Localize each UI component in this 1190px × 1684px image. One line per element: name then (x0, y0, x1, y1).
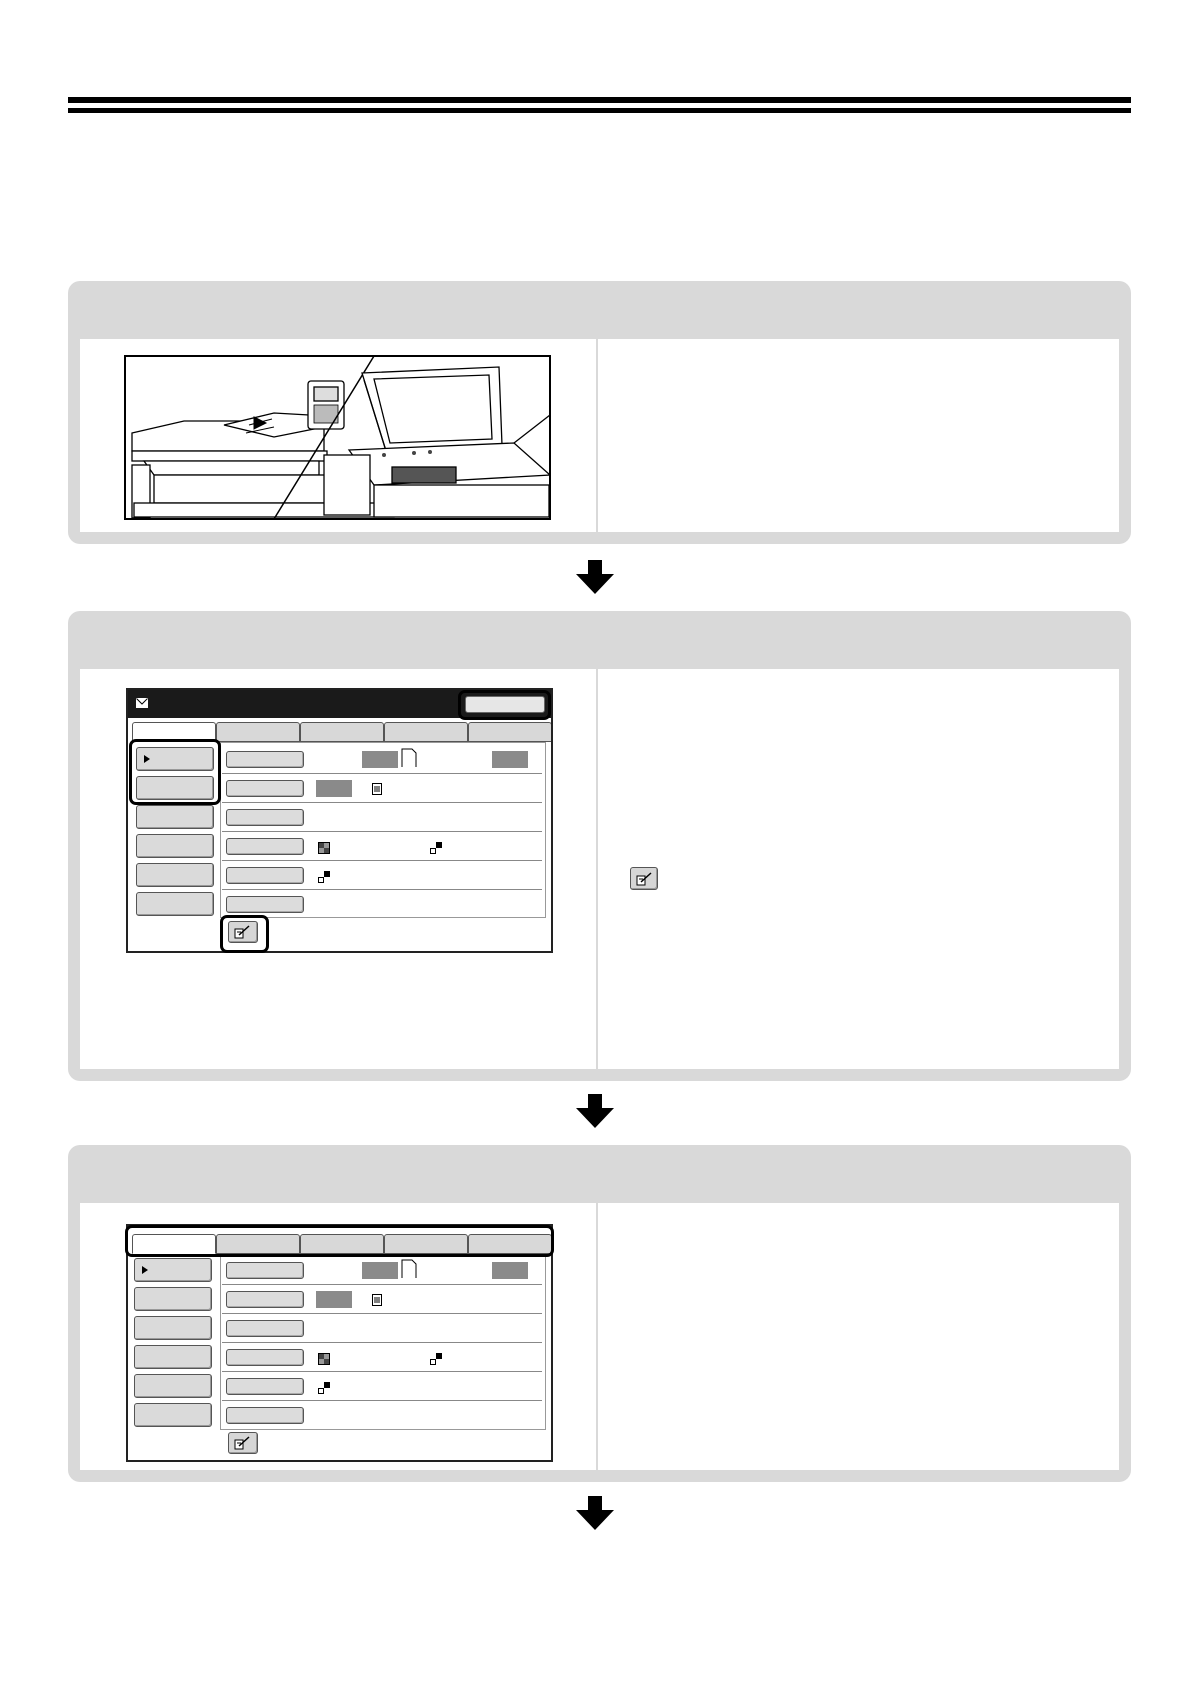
setting-key-3[interactable] (226, 1320, 304, 1337)
row-divider (222, 1342, 542, 1343)
step-panel-1-divider (596, 339, 598, 532)
row-divider (222, 802, 542, 803)
down-arrow-icon (576, 1496, 614, 1530)
setting-key-6[interactable] (226, 1407, 304, 1424)
page-orientation-icon (401, 1259, 417, 1279)
row-divider (222, 773, 542, 774)
row-divider (222, 1284, 542, 1285)
row-divider (222, 860, 542, 861)
setting-key-4[interactable] (226, 838, 304, 855)
side-button-2[interactable] (134, 1287, 212, 1311)
value-box (316, 1291, 352, 1308)
color-mode-icon (318, 1353, 330, 1365)
row-divider (222, 1313, 542, 1314)
settings-list-frame (220, 742, 546, 918)
tab-3[interactable] (300, 722, 384, 742)
settings-key-icon (234, 1436, 252, 1450)
document-icon (372, 783, 382, 795)
highlight-frame-top-button (458, 690, 551, 720)
settings-key-icon (636, 872, 654, 886)
page-orientation-icon (401, 748, 417, 768)
mono-mode-icon (430, 842, 442, 854)
value-box (362, 751, 398, 768)
row-divider (222, 1371, 542, 1372)
side-button-3[interactable] (136, 805, 214, 829)
setting-key-5[interactable] (226, 1378, 304, 1395)
down-arrow-icon (576, 1094, 614, 1128)
setting-key-1[interactable] (226, 751, 304, 768)
touch-panel-send-screen (126, 688, 553, 953)
touch-panel-tab-screen (126, 1224, 553, 1462)
side-button-5[interactable] (136, 863, 214, 887)
color-mode-icon (318, 842, 330, 854)
tab-5[interactable] (468, 722, 552, 742)
setting-key-6[interactable] (226, 896, 304, 913)
row-divider (222, 889, 542, 890)
header-rule-top (68, 97, 1131, 103)
tab-4[interactable] (384, 722, 468, 742)
document-icon (372, 1294, 382, 1306)
row-divider (222, 1400, 542, 1401)
side-button-1[interactable] (134, 1258, 212, 1282)
tab-2[interactable] (216, 722, 300, 742)
setting-key-2[interactable] (226, 1291, 304, 1308)
value-box (492, 1262, 528, 1279)
setting-key-1[interactable] (226, 1262, 304, 1279)
value-box (316, 780, 352, 797)
side-button-5[interactable] (134, 1374, 212, 1398)
side-button-3[interactable] (134, 1316, 212, 1340)
mono-mode-icon (318, 871, 330, 883)
side-button-4[interactable] (136, 834, 214, 858)
value-box (492, 751, 528, 768)
value-box (362, 1262, 398, 1279)
side-button-4[interactable] (134, 1345, 212, 1369)
envelope-icon (136, 698, 148, 708)
mono-mode-icon (430, 1353, 442, 1365)
scanner-illustration (124, 355, 551, 520)
side-button-6[interactable] (136, 892, 214, 916)
setting-key-2[interactable] (226, 780, 304, 797)
highlight-frame-tabs (125, 1225, 554, 1257)
step-panel-3-divider (596, 1203, 598, 1470)
highlight-frame-settings-key (220, 915, 269, 953)
setting-key-3[interactable] (226, 809, 304, 826)
settings-key-button[interactable] (228, 1432, 258, 1454)
header-rule-bottom (68, 108, 1131, 113)
setting-key-4[interactable] (226, 1349, 304, 1366)
inline-settings-key (630, 867, 658, 890)
setting-key-5[interactable] (226, 867, 304, 884)
side-button-6[interactable] (134, 1403, 212, 1427)
down-arrow-icon (576, 560, 614, 594)
highlight-frame-side-buttons (129, 739, 221, 805)
mono-mode-icon (318, 1382, 330, 1394)
triangle-right-icon (142, 1266, 148, 1274)
row-divider (222, 831, 542, 832)
step-panel-2-divider (596, 669, 598, 1069)
